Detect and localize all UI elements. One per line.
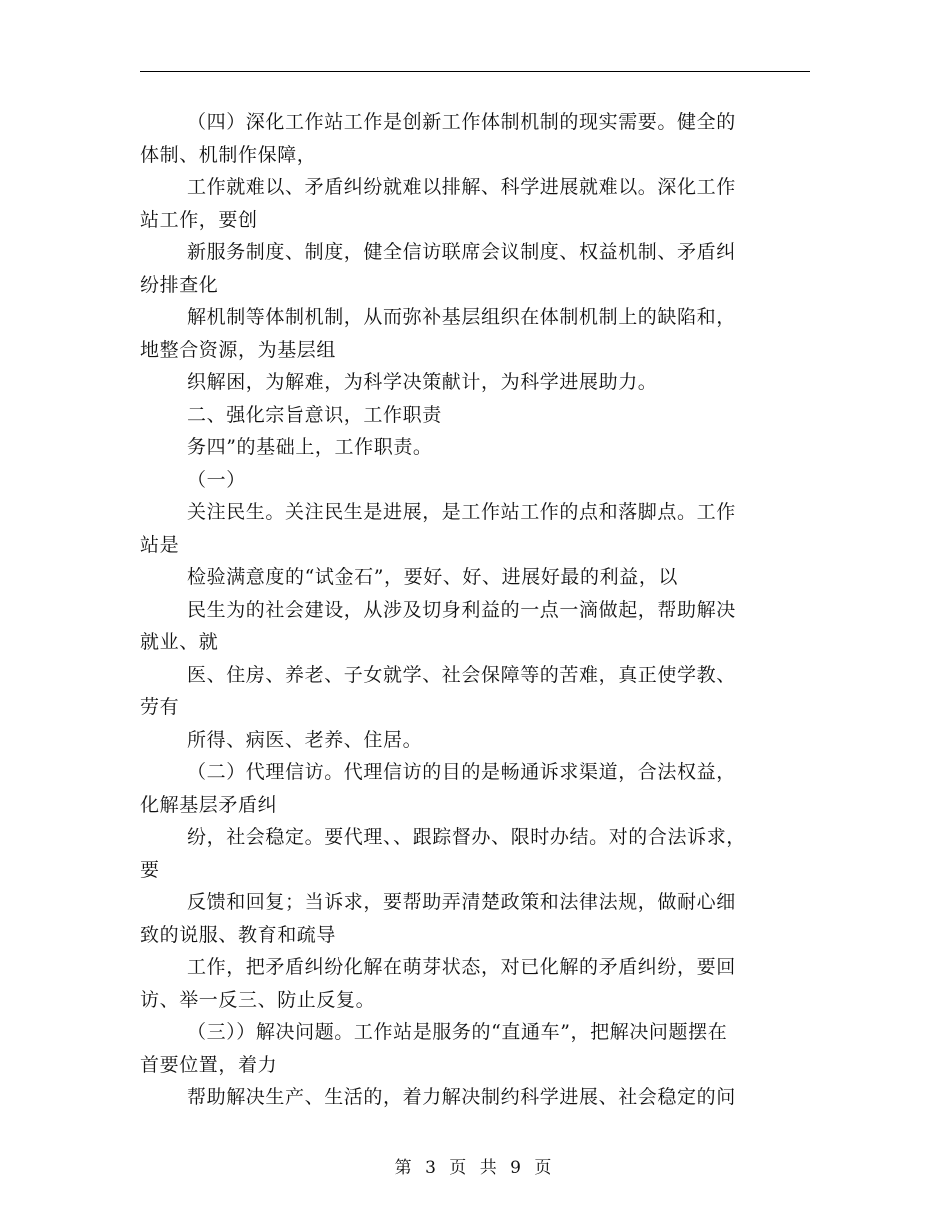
text-line: 首要位置，着力 — [140, 1053, 278, 1076]
text-line: 体制、机制作保障， — [140, 143, 317, 166]
text-line: 医、住房、养老、子女就学、社会保障等的苦难，真正使学教、 — [187, 663, 736, 686]
text-line: 纷排查化 — [140, 273, 219, 296]
header-rule — [140, 71, 810, 72]
text-line: 解机制等体制机制，从而弥补基层组织在体制机制上的缺陷和， — [187, 306, 736, 328]
text-line: 检验满意度的“试金石”，要好、好、进展好最的利益，以 — [187, 566, 679, 588]
text-line: 工作，把矛盾纠纷化解在萌芽状态，对已化解的矛盾纠纷，要回 — [187, 956, 736, 978]
text-line: 要 — [140, 858, 160, 881]
text-line: 所得、病医、老养、住居。 — [187, 728, 423, 751]
text-line: 民生为的社会建设，从涉及切身利益的一点一滴做起，帮助解决 — [187, 598, 736, 621]
page-footer: 第 3 页 共 9 页 — [394, 1158, 556, 1178]
text-line: 访、举一反三、防止反复。 — [140, 988, 376, 1011]
text-line: 织解困，为解难，为科学决策献计，为科学进展助力。 — [187, 371, 658, 393]
text-line: 站是 — [140, 533, 180, 556]
text-line: 新服务制度、制度，健全信访联席会议制度、权益机制、矛盾纠 — [187, 241, 736, 263]
text-line: 化解基层矛盾纠 — [140, 793, 278, 816]
text-line: 纷，社会稳定。要代理、、跟踪督办、限时办结。对的合法诉求， — [187, 826, 746, 848]
text-line: 致的说服、教育和疏导 — [140, 923, 337, 946]
text-line: 地整合资源，为基层组 — [140, 338, 337, 361]
text-line: 工作就难以、矛盾纠纷就难以排解、科学进展就难以。深化工作 — [187, 176, 736, 198]
body-text — [140, 106, 810, 1114]
text-line: （二）代理信访。代理信访的目的是畅通诉求渠道，合法权益， — [187, 761, 736, 783]
text-line: 关注民生。关注民生是进展，是工作站工作的点和落脚点。工作 — [187, 501, 736, 523]
text-line: （四）深化工作站工作是创新工作体制机制的现实需要。健全的 — [187, 111, 736, 133]
text-line: （一） — [187, 468, 246, 491]
text-line: （三））解决问题。工作站是服务的“直通车”，把解决问题摆在 — [187, 1021, 728, 1043]
text-line: 二、强化宗旨意识，工作职责 — [187, 403, 442, 426]
text-line: 务四”的基础上，工作职责。 — [187, 436, 433, 458]
text-line: 就业、就 — [140, 631, 219, 653]
text-line: 反馈和回复；当诉求，要帮助弄清楚政策和法律法规，做耐心细 — [187, 891, 736, 913]
text-line: 站工作，要创 — [140, 208, 258, 231]
text-line: 帮助解决生产、生活的，着力解决制约科学进展、社会稳定的问 — [187, 1086, 736, 1108]
text-line: 劳有 — [140, 696, 180, 718]
